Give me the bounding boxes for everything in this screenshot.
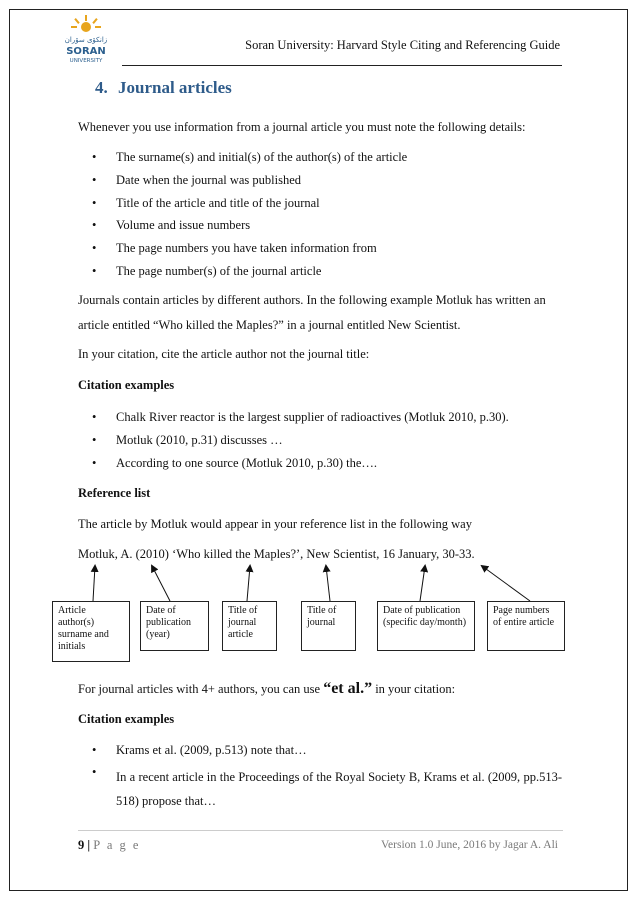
label-day-month: Date of publication (specific day/month) xyxy=(377,601,475,651)
paragraph-line: Journals contain articles by different authors. In the following example Motluk has written an xyxy=(78,293,546,307)
arrow-day-month xyxy=(420,566,425,601)
bullet-icon: • xyxy=(92,173,97,187)
bullet-icon: • xyxy=(92,765,97,779)
section-title: Journal articles xyxy=(118,78,232,97)
label-journal-title: Title of journal xyxy=(301,601,356,651)
footer-separator: | xyxy=(87,838,91,852)
intro-paragraph: Whenever you use information from a journal article you must note the following details: xyxy=(78,120,526,134)
citation-examples-heading: Citation examples xyxy=(78,378,175,392)
reference-example: Motluk, A. (2010) ‘Who killed the Maples?’, New Scientist, 16 January, 30-33. xyxy=(78,547,475,561)
citation-examples-heading-2: Citation examples xyxy=(78,712,175,726)
label-author: Article author(s) surname and initials xyxy=(52,601,130,662)
bullet-icon: • xyxy=(92,150,97,164)
arrow-pages xyxy=(482,566,530,601)
et-al-term: “et al.” xyxy=(323,680,373,697)
reference-list-heading: Reference list xyxy=(78,486,151,500)
footer-divider xyxy=(78,830,563,831)
arrow-article-title xyxy=(247,566,250,601)
page-number: 9 xyxy=(78,838,85,852)
bullet-icon: • xyxy=(92,241,97,255)
bullet-icon: • xyxy=(92,410,97,424)
paragraph: In your citation, cite the article author not the journal title: xyxy=(78,347,370,361)
label-year: Date of publication (year) xyxy=(140,601,209,651)
logo-word-university: UNIVERSITY xyxy=(69,58,103,64)
bullet-icon: • xyxy=(92,456,97,470)
arrow-author xyxy=(93,566,95,601)
bullet-icon: • xyxy=(92,196,97,210)
reference-intro: The article by Motluk would appear in your reference list in the following way xyxy=(78,517,472,531)
page-word: P a g e xyxy=(93,838,141,852)
arrow-journal-title xyxy=(326,566,330,601)
bullet-icon: • xyxy=(92,743,97,757)
bullet-icon: • xyxy=(92,264,97,278)
logo-word-soran: SORAN xyxy=(66,46,106,57)
arrow-year xyxy=(152,566,170,601)
label-article-title: Title of journal article xyxy=(222,601,277,651)
logo-script-text: زانكۆی سۆران xyxy=(64,36,108,44)
header-title: Soran University: Harvard Style Citing and Referencing Guide xyxy=(245,38,560,52)
bullet-icon: • xyxy=(92,433,97,447)
version-info: Version 1.0 June, 2016 by Jagar A. Ali xyxy=(381,839,558,851)
section-number: 4. xyxy=(95,78,108,97)
et-al-paragraph: For journal articles with 4+ authors, you can use “et al.” in your citation: xyxy=(78,680,456,697)
label-pages: Page numbers of entire article xyxy=(487,601,565,651)
paragraph-line: article entitled “Who killed the Maples?” in a journal entitled New Scientist. xyxy=(78,318,461,332)
bullet-icon: • xyxy=(92,218,97,232)
page-number-footer xyxy=(78,838,140,853)
